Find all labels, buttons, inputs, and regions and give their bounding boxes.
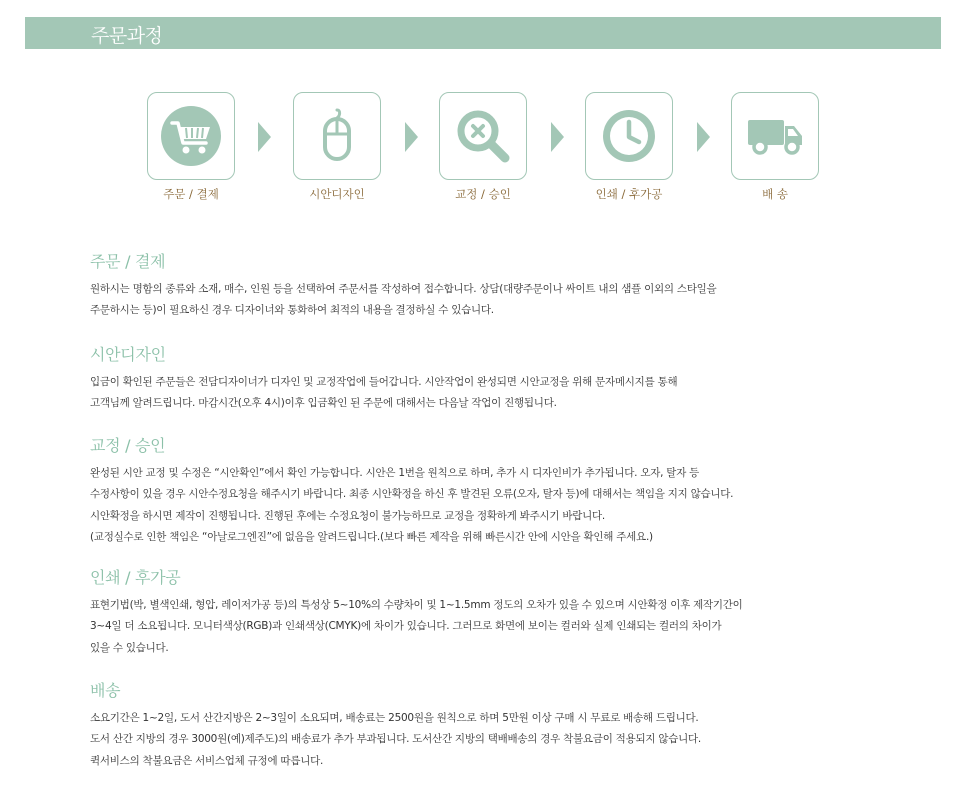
section-line: 시안확정을 하시면 제작이 진행됩니다. 진행된 후에는 수정요청이 불가능하므로 교정을 정확하게 봐주시기 바랍니다. [90, 509, 606, 522]
section-heading: 주문 / 결제 [90, 252, 166, 271]
section-line: 도서 산간 지방의 경우 3000원(예)제주도)의 배송료가 추가 부과됩니다. 도서산간 지방의 택배배송의 경우 착불요금이 적용되지 않습니다. [90, 733, 701, 746]
section-line: 주문하시는 등)이 필요하신 경우 디자이너와 통화하여 최적의 내용을 결정하실 수 있습니다. [90, 304, 494, 317]
section-line: 있을 수 있습니다. [90, 641, 169, 654]
page-title: 주문과정 [91, 25, 163, 47]
step-order-payment [146, 92, 236, 202]
shopping-cart-icon [161, 106, 221, 166]
step-box [293, 92, 381, 180]
mouse-icon [307, 106, 367, 166]
step-box [585, 92, 673, 180]
clock-icon [599, 106, 659, 166]
section-line: 입금이 확인된 주문들은 전담디자이너가 디자인 및 교정작업에 들어갑니다. 시안작업이 완성되면 시안교정을 위해 문자메시지를 통해 [90, 376, 678, 388]
step-delivery [730, 92, 820, 202]
step-box [731, 92, 819, 180]
process-steps [0, 92, 966, 212]
section-heading: 인쇄 / 후가공 [90, 568, 181, 587]
arrow-right-icon [697, 122, 710, 152]
step-box [439, 92, 527, 180]
section-line: 3~4일 더 소요됩니다. 모니터색상(RGB)과 인쇄색상(CMYK)에 차이가 있습니다. 그러므로 화면에 보이는 컬러와 실제 인쇄되는 컬러의 차이가 [90, 620, 722, 633]
section-delivery [90, 678, 950, 772]
step-label: 배 송 [762, 187, 788, 201]
arrow-right-icon [405, 122, 418, 152]
section-line: 완성된 시안 교정 및 수정은 “시안확인”에서 확인 가능합니다. 시안은 1번을 원칙으로 하며, 추가 시 디자인비가 추가됩니다. 오자, 탈자 등 [90, 467, 700, 479]
section-line: 표현기법(박, 별색인쇄, 형압, 레이저가공 등)의 특성상 5~10%의 수량차이 및 1~1.5mm 정도의 오차가 있을 수 있으며 시안확정 이후 제작기간이 [90, 599, 743, 611]
step-label: 교정 / 승인 [455, 187, 511, 201]
magnifier-icon [453, 106, 513, 166]
section-line: (교정실수로 인한 책임은 “아날로그엔진”에 없음을 알려드립니다.(보다 빠른 제작을 위해 빠른시간 안에 시안을 확인해 주세요.) [90, 530, 653, 543]
section-order-payment [90, 249, 950, 322]
section-line: 원하시는 명함의 종류와 소재, 매수, 인원 등을 선택하여 주문서를 작성하여 접수합니다. 상담(대량주문이나 싸이트 내의 샘플 이외의 스타일을 [90, 283, 717, 295]
step-label: 시안디자인 [309, 187, 365, 201]
arrow-right-icon [258, 122, 271, 152]
section-print-finishing [90, 565, 950, 659]
delivery-truck-icon [745, 106, 805, 166]
section-line: 수정사항이 있을 경우 시안수정요청을 해주시기 바랍니다. 최종 시안확정을 하신 후 발견된 오류(오자, 탈자 등)에 대해서는 책임을 지지 않습니다. [90, 488, 734, 501]
step-label: 주문 / 결제 [163, 187, 219, 201]
step-draft-design [292, 92, 382, 202]
section-heading: 시안디자인 [90, 345, 166, 364]
title-bar [25, 17, 941, 49]
arrow-right-icon [551, 122, 564, 152]
step-label: 인쇄 / 후가공 [595, 187, 663, 201]
section-draft-design [90, 342, 950, 415]
section-line: 고객님께 알려드립니다. 마감시간(오후 4시)이후 입금확인 된 주문에 대해서는 다음날 작업이 진행됩니다. [90, 397, 557, 410]
step-proof-approval [438, 92, 528, 202]
section-heading: 배송 [90, 681, 121, 700]
section-proof-approval [90, 433, 950, 548]
step-box [147, 92, 235, 180]
section-line: 퀵서비스의 착불요금은 서비스업체 규정에 따릅니다. [90, 754, 324, 767]
section-heading: 교정 / 승인 [90, 436, 166, 455]
step-print-finishing [584, 92, 674, 202]
section-line: 소요기간은 1~2일, 도서 산간지방은 2~3일이 소요되며, 배송료는 2500원을 원칙으로 하며 5만원 이상 구매 시 무료로 배송해 드립니다. [90, 712, 699, 724]
